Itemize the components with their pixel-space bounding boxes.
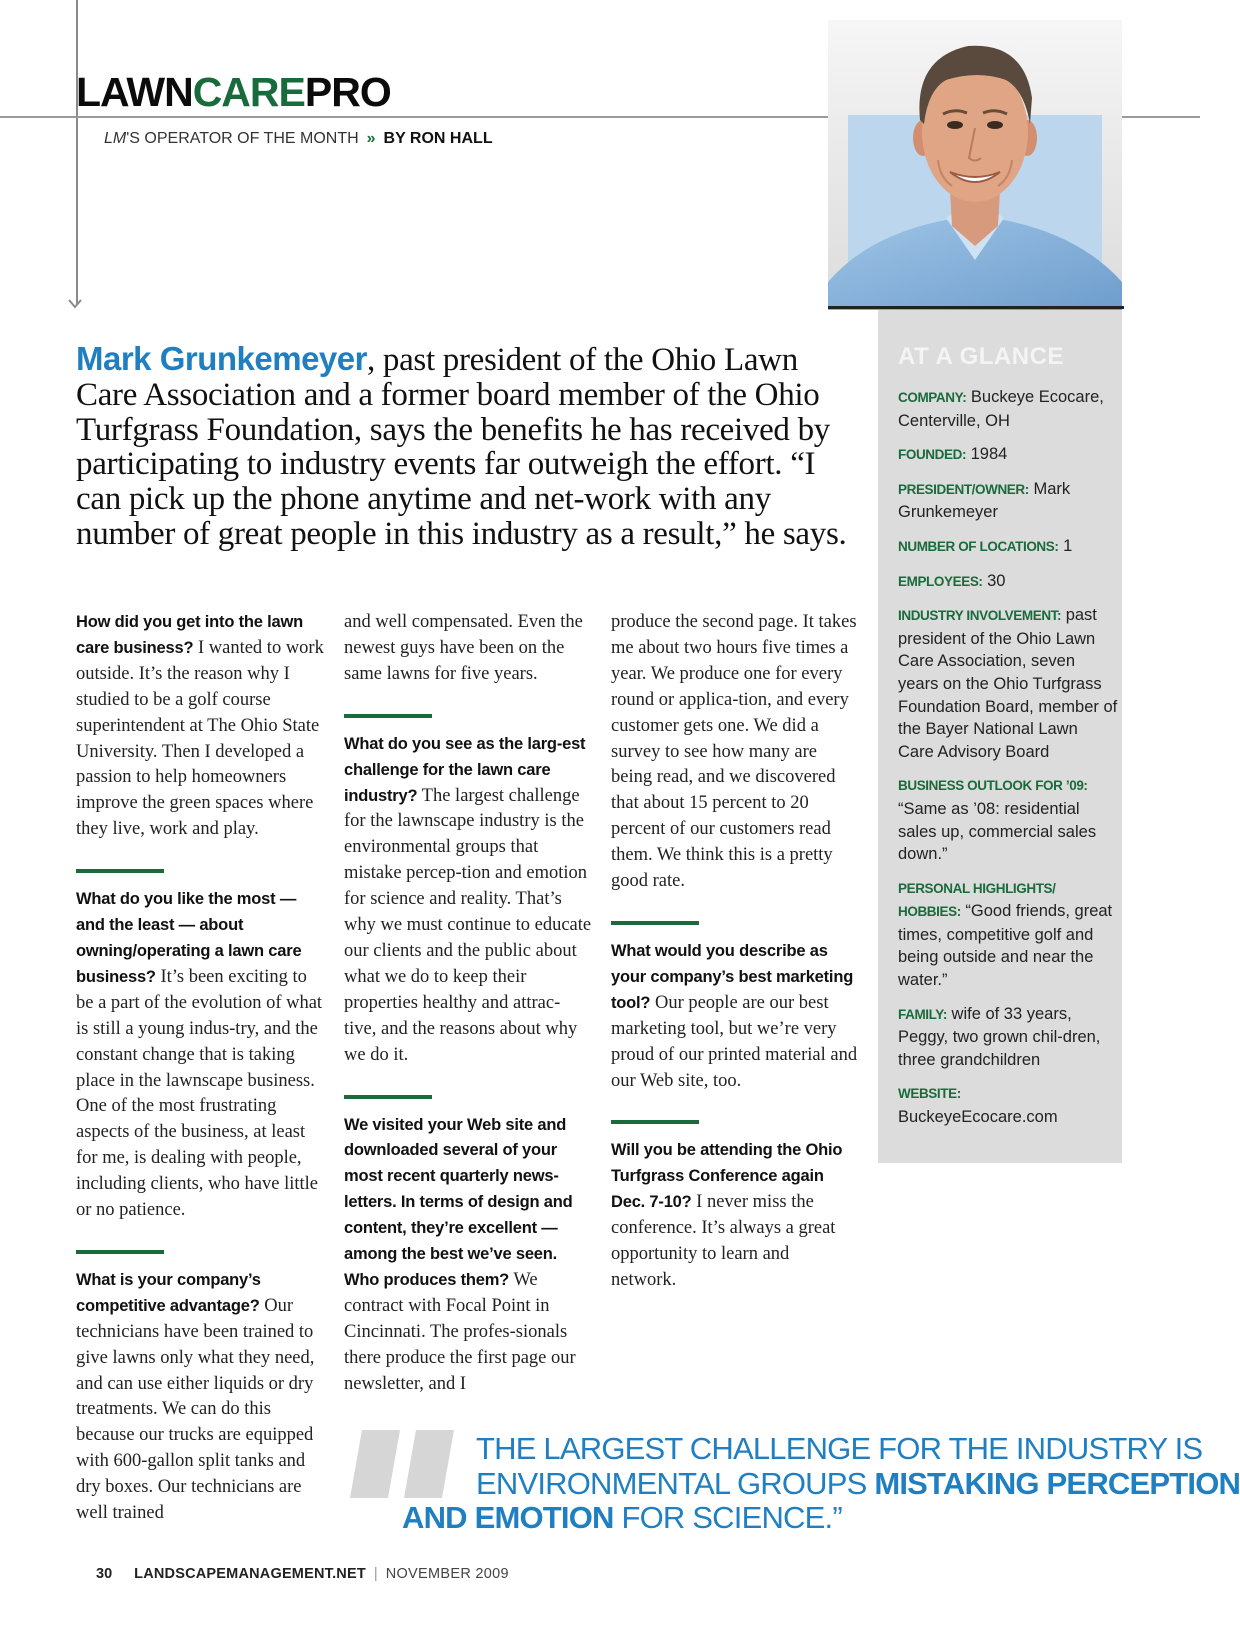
portrait-photo [828,20,1122,310]
qa-block [76,610,324,843]
answer-continued: and well compensated. Even the newest guys have been on the same lawns for five years. [344,612,583,684]
question: What do you see as the larg-est challenge for the lawn care industry? [344,734,586,805]
article-column-3 [611,610,859,1294]
pull-quote-line-3: AND EMOTION FOR SCIENCE.” [402,1500,842,1535]
article-column-1 [76,610,324,1527]
intro-deck [76,342,848,552]
subject-name: Mark Grunkemeyer [76,340,367,377]
photo-rule [828,306,1124,309]
answer: Our people are our best marketing tool, but we’re very proud of our printed material and our Web site, too. [611,992,858,1091]
fact-business-outlook: BUSINESS OUTLOOK FOR ’09: “Same as ’08: residential sales up, commercial sales down.” [898,778,1097,864]
qa-block [611,1138,859,1293]
kicker-text: 'S OPERATOR OF THE MONTH [126,130,359,147]
pull-quote [402,1431,1240,1536]
fact-founded: FOUNDED: 1984 [898,445,1008,464]
qa-block [76,887,324,1224]
section-divider [611,921,699,925]
fact-industry-involvement: INDUSTRY INVOLVEMENT: past president of the Ohio Lawn Care Association, seven years on the Ohio Turfgrass Foundation Board, member of the Bayer National Lawn Care Advisory Board [898,606,1118,761]
answer: I never miss the conference. It’s always a great opportunity to learn and network. [611,1192,836,1290]
qa-block [344,732,592,1069]
fact-family: FAMILY: wife of 33 years, Peggy, two grown chil-dren, three grandchildren [898,1004,1101,1069]
chevron-right-icon: » [366,130,376,147]
section-divider [344,714,432,718]
header-vertical-rule [76,0,78,305]
footer-separator: | [373,1566,378,1582]
pull-quote-line-2: ENVIRONMENTAL GROUPS MISTAKING PERCEPTION [476,1465,1240,1501]
qa-block [76,1268,324,1527]
section-divider [344,1095,432,1099]
qa-block [344,1113,592,1398]
fact-company: COMPANY: Buckeye Ecocare, Centerville, OH [898,388,1104,430]
answer: It’s been exciting to be a part of the evolution of what is still a young indus-try, and the constant change that is taking place in the lawnscape business. One of the most frustrating aspects of the business, at least for me, is dealing with people, including clients, who have little or no patience. [76,966,323,1221]
section-divider [611,1120,699,1124]
section-divider [76,1250,164,1254]
sidebar-facts [898,386,1118,1140]
kicker-lm: LM [104,130,127,147]
intro-text: , past president of the Ohio Lawn Care Association and a former board member of the Ohio Turfgrass Foundation, says the benefits he has received by participating to industry events far outweigh the effort. “I can pick up the phone anytime and net-work with any number of great people in this industry as a result,” he says. [76,342,847,552]
question: What is your company’s competitive advantage? [76,1270,261,1315]
down-arrow-icon [68,297,82,311]
answer: The largest challenge for the lawnscape industry is the environmental groups that mistake percep-tion and emotion for science and reality. That’s why we must continue to educate our clients and the public about what we do to keep their properties healthy and attrac-tive, and the reasons about why we do it. [344,785,592,1065]
section-logo: LAWNCAREPRO [76,69,391,115]
section-divider [76,869,164,873]
kicker-line [104,128,493,150]
question: What would you describe as your company’s best marketing tool? [611,941,854,1012]
fact-website: WEBSITE: BuckeyeEcocare.com [898,1086,1058,1127]
byline: BY RON HALL [383,130,493,147]
answer-continued: produce the second page. It takes me about two hours five times a year. We produce one for every round or applica-tion, and every customer gets one. We did a survey to see how many are being read, and we discovered that about 15 percent to 20 percent of our customers read them. We think this is a pretty good rate. [611,612,857,892]
question: What do you like the most — and the least — about owning/operating a lawn care business? [76,890,302,986]
fact-locations: NUMBER OF LOCATIONS: 1 [898,536,1073,555]
answer: I wanted to work outside. It’s the reason why I studied to be a golf course superintendent at The Ohio State University. Then I developed a passion to help homeowners improve the green spaces where they live, work and play. [76,637,324,840]
pull-quote-line-1: THE LARGEST CHALLENGE FOR THE INDUSTRY IS [476,1431,1203,1466]
page-footer [96,1566,509,1582]
question: We visited your Web site and downloaded several of your most recent quarterly news-letters. In terms of design and content, they’re excellent — among the best we’ve seen. Who produces them? [344,1115,573,1289]
question: Will you be attending the Ohio Turfgrass Conference again Dec. 7-10? [611,1141,843,1212]
fact-hobbies: PERSONAL HIGHLIGHTS/ HOBBIES: “Good friends, great times, competitive golf and being outside and near the water.” [898,880,1113,990]
qa-block [611,939,859,1094]
article-column-2 [344,610,592,1397]
answer: Our technicians have been trained to give lawns only what they need, and can use either liquids or dry treatments. We can do this because our trucks are equipped with 600-gallon split tanks and dry boxes. Our technicians are well trained [76,1295,315,1524]
page-number: 30 [96,1566,113,1582]
question: How did you get into the lawn care business? [76,613,304,657]
footer-date: NOVEMBER 2009 [385,1566,509,1582]
answer: We contract with Focal Point in Cincinnati. The profes-sionals there produce the first page our newsletter, and I [344,1269,576,1394]
footer-site: LANDSCAPEMANAGEMENT.NET [134,1566,366,1582]
fact-employees: EMPLOYEES: 30 [898,571,1006,590]
fact-owner: PRESIDENT/OWNER: Mark Grunkemeyer [898,479,1071,522]
sidebar-title: AT A GLANCE [898,343,1064,370]
